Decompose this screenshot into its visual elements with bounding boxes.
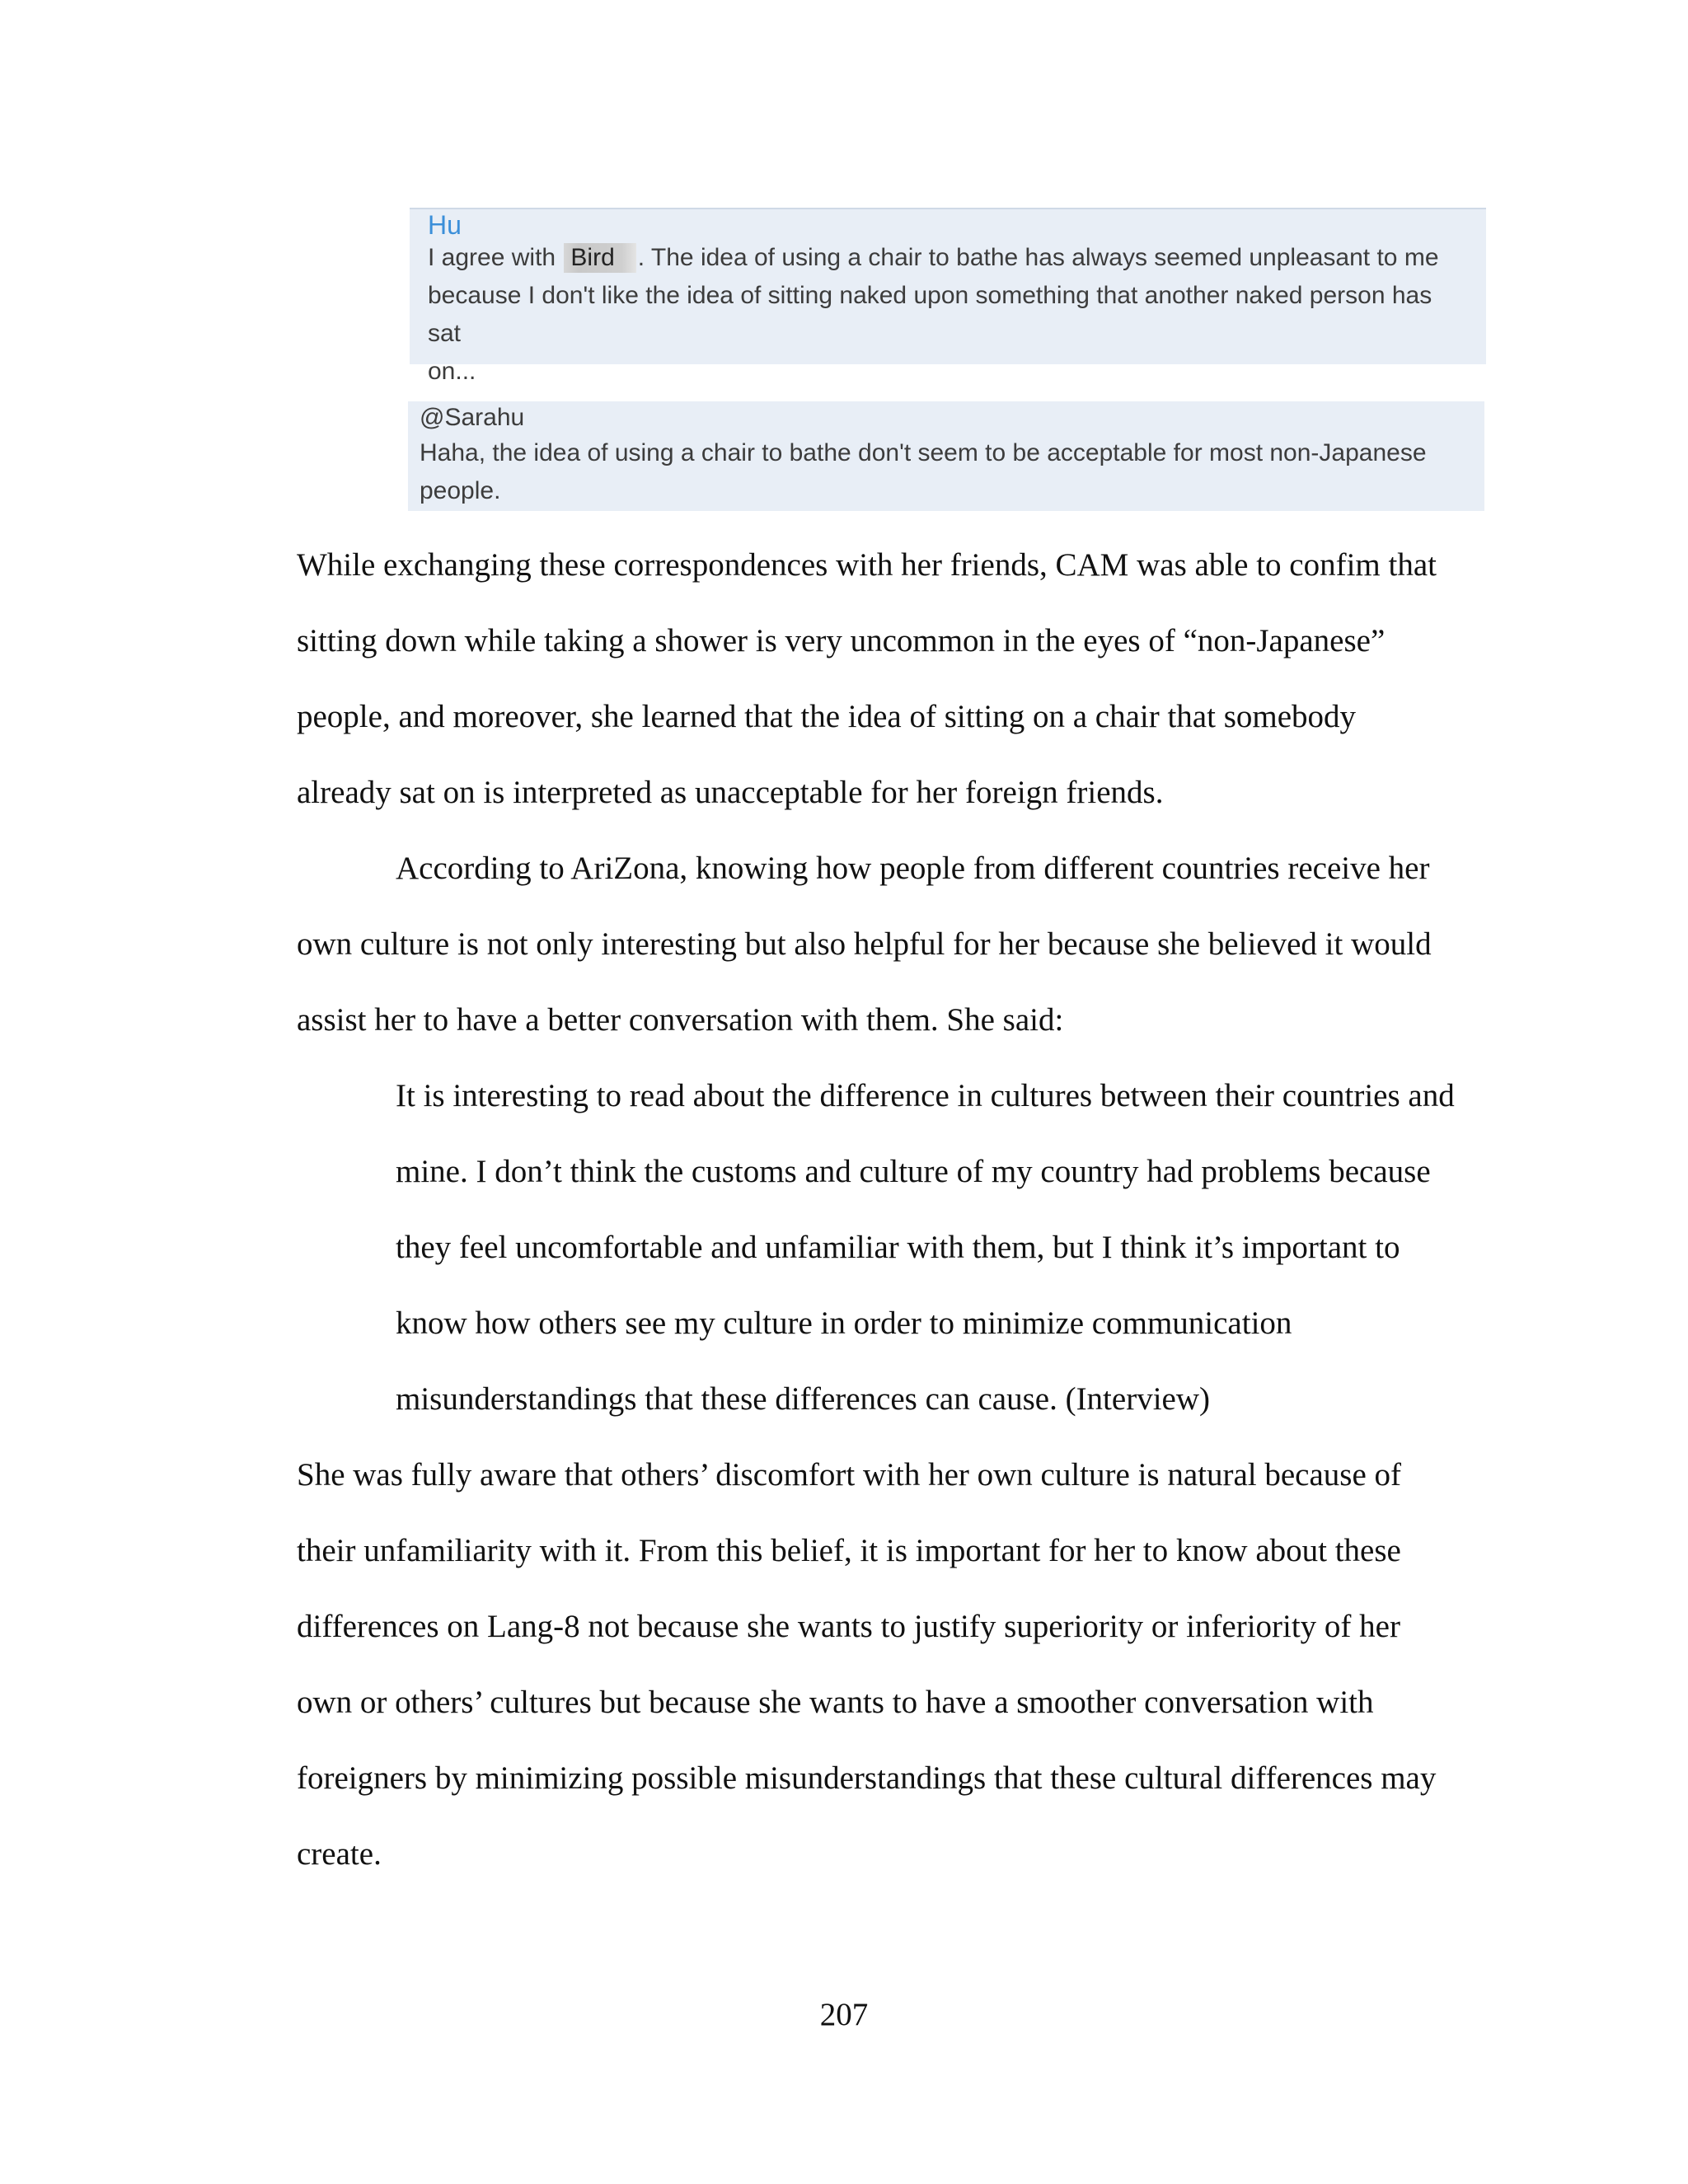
page-number: 207 — [819, 1997, 869, 2032]
redacted-name: Bird — [564, 243, 635, 273]
comment-author: Hu — [428, 210, 462, 239]
paragraph-3 — [297, 1437, 1492, 1892]
comment-text-line: on... — [428, 358, 476, 385]
text-line: own or others’ cultures but because she wants to have a smoother conversation with — [297, 1685, 1374, 1720]
text-line: own culture is not only interesting but also helpful for her because she believed it would — [297, 926, 1432, 962]
text-line: According to AriZona, knowing how people from different countries receive her — [396, 851, 1430, 886]
text-line: already sat on is interpreted as unacceptable for her foreign friends. — [297, 775, 1164, 810]
quote-line: misunderstandings that these differences can cause. (Interview) — [396, 1381, 1210, 1417]
text-line: create. — [297, 1836, 382, 1872]
text-line: differences on Lang-8 not because she wants to justify superiority or inferiority of her — [297, 1609, 1400, 1644]
comment-box-sarahu — [408, 401, 1484, 511]
text-line: assist her to have a better conversation with them. She said: — [297, 1002, 1064, 1038]
quote-line: know how others see my culture in order to minimize communication — [396, 1305, 1292, 1341]
text-line: people, and moreover, she learned that the idea of sitting on a chair that somebody — [297, 699, 1357, 734]
text-line: foreigners by minimizing possible misunderstandings that these cultural differences may — [297, 1760, 1437, 1796]
quote-line: they feel uncomfortable and unfamiliar with them, but I think it’s important to — [396, 1230, 1400, 1265]
comment-text-segment: . The idea of using a chair to bathe has always seemed unpleasant to me — [637, 244, 1439, 271]
quote-line: It is interesting to read about the difference in cultures between their countries and — [396, 1078, 1455, 1113]
comment-box-hu — [410, 208, 1486, 385]
comment-text-line: people. — [420, 477, 501, 504]
text-line: While exchanging these correspondences with her friends, CAM was able to confim that — [297, 547, 1437, 583]
block-quote — [396, 1058, 1492, 1437]
comment-text — [428, 239, 1471, 277]
text-line: their unfamiliarity with it. From this belief, it is important for her to know about these — [297, 1533, 1401, 1568]
text-line: She was fully aware that others’ discomfort with her own culture is natural because of — [297, 1457, 1402, 1493]
paragraph-2 — [297, 831, 1492, 1058]
comment-text-segment: I agree with — [428, 244, 563, 271]
comment-author: @Sarahu — [420, 404, 525, 431]
text-line: sitting down while taking a shower is very uncommon in the eyes of “non-Japanese” — [297, 623, 1386, 658]
paragraph-1 — [297, 527, 1492, 831]
comment-text-line: because I don't like the idea of sitting naked upon something that another naked person has sat — [428, 282, 1432, 347]
quote-line: mine. I don’t think the customs and culture of my country had problems because — [396, 1154, 1431, 1189]
comment-text-line: Haha, the idea of using a chair to bathe don't seem to be acceptable for most non-Japanese — [420, 439, 1427, 466]
